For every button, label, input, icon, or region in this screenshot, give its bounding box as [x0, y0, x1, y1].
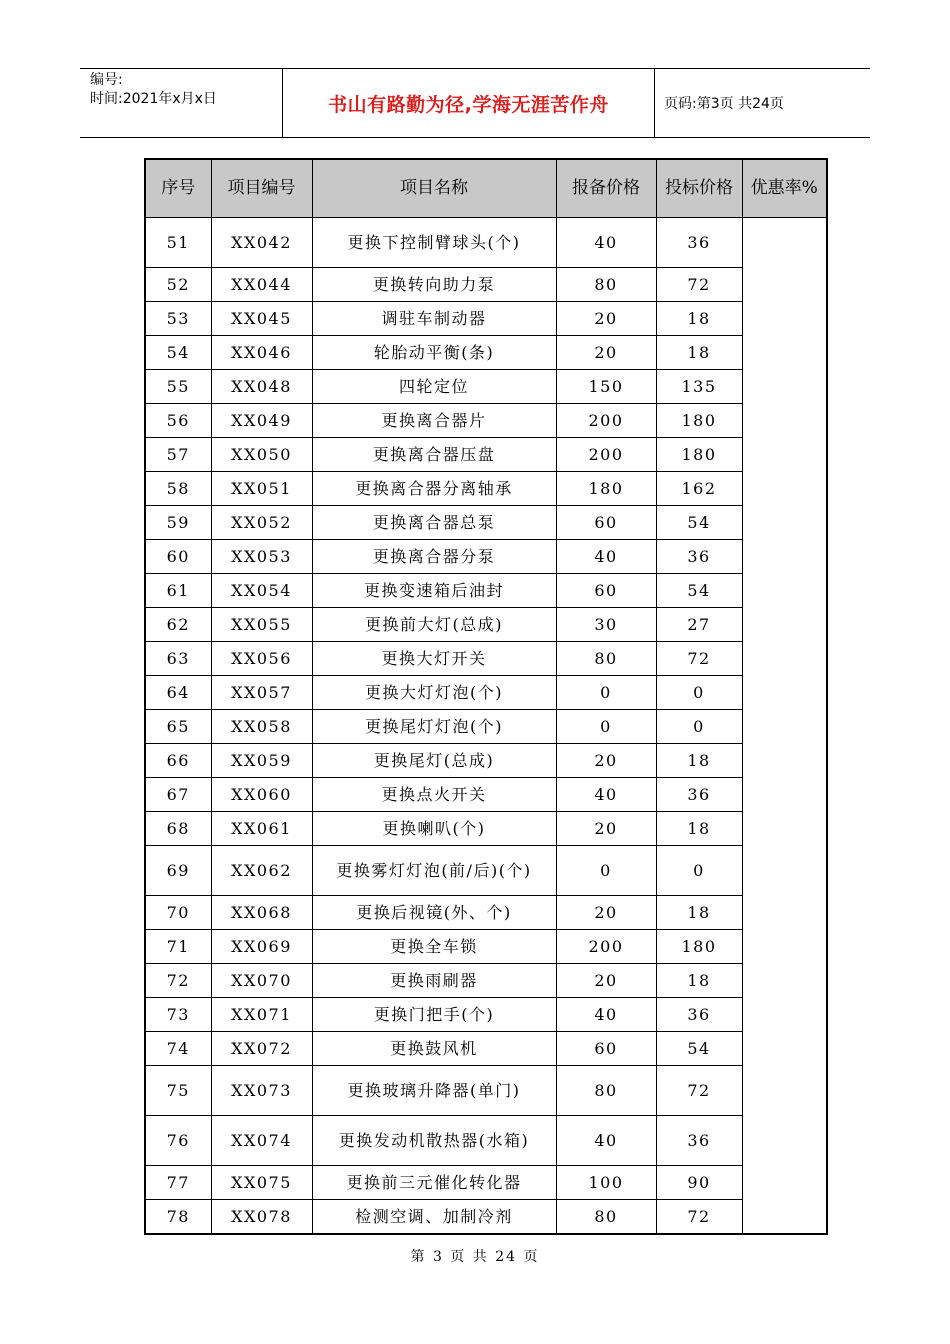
- item-code: XX051: [211, 472, 312, 506]
- item-name: 检测空调、加制冷剂: [312, 1200, 556, 1235]
- bid-price: 18: [656, 964, 742, 998]
- item-code: XX058: [211, 710, 312, 744]
- col-header-no: 序号: [145, 159, 211, 218]
- filed-price: 20: [556, 744, 656, 778]
- item-code: XX048: [211, 370, 312, 404]
- page-header: [80, 68, 870, 138]
- table-row: [145, 744, 827, 778]
- item-code: XX045: [211, 302, 312, 336]
- item-name: 调驻车制动器: [312, 302, 556, 336]
- row-number: 57: [145, 438, 211, 472]
- table-body: [145, 218, 827, 1235]
- bid-price: 18: [656, 336, 742, 370]
- row-number: 63: [145, 642, 211, 676]
- item-name: 更换发动机散热器(水箱): [312, 1116, 556, 1166]
- header-motto: 书山有路勤为径,学海无涯苦作舟: [328, 93, 609, 116]
- filed-price: 60: [556, 506, 656, 540]
- row-number: 52: [145, 268, 211, 302]
- item-code: XX056: [211, 642, 312, 676]
- filed-price: 0: [556, 676, 656, 710]
- col-header-price: 报备价格: [556, 159, 656, 218]
- row-number: 68: [145, 812, 211, 846]
- item-code: XX049: [211, 404, 312, 438]
- item-name: 更换尾灯(总成): [312, 744, 556, 778]
- item-name: 更换玻璃升降器(单门): [312, 1066, 556, 1116]
- col-header-bid: 投标价格: [656, 159, 742, 218]
- row-number: 51: [145, 218, 211, 268]
- table-row: [145, 506, 827, 540]
- row-number: 65: [145, 710, 211, 744]
- row-number: 67: [145, 778, 211, 812]
- table-row: [145, 998, 827, 1032]
- col-header-discount: 优惠率%: [742, 159, 827, 218]
- item-code: XX078: [211, 1200, 312, 1235]
- item-name: 更换离合器分离轴承: [312, 472, 556, 506]
- row-number: 59: [145, 506, 211, 540]
- time-label: 时间:2021年x月x日: [90, 91, 217, 107]
- bid-price: 36: [656, 1116, 742, 1166]
- row-number: 75: [145, 1066, 211, 1116]
- item-code: XX061: [211, 812, 312, 846]
- filed-price: 20: [556, 812, 656, 846]
- filed-price: 60: [556, 574, 656, 608]
- item-code: XX072: [211, 1032, 312, 1066]
- bid-price: 54: [656, 506, 742, 540]
- bid-price: 162: [656, 472, 742, 506]
- bid-price: 0: [656, 846, 742, 896]
- table-row: [145, 930, 827, 964]
- item-code: XX068: [211, 896, 312, 930]
- table-row: [145, 472, 827, 506]
- bid-price: 180: [656, 438, 742, 472]
- table-row: [145, 404, 827, 438]
- item-code: XX070: [211, 964, 312, 998]
- row-number: 56: [145, 404, 211, 438]
- filed-price: 200: [556, 438, 656, 472]
- item-name: 更换离合器压盘: [312, 438, 556, 472]
- filed-price: 80: [556, 1066, 656, 1116]
- table-row: [145, 574, 827, 608]
- item-code: XX074: [211, 1116, 312, 1166]
- filed-price: 20: [556, 964, 656, 998]
- table-row: [145, 1116, 827, 1166]
- item-code: XX052: [211, 506, 312, 540]
- item-name: 更换前三元催化转化器: [312, 1166, 556, 1200]
- header-divider: [654, 69, 655, 137]
- row-number: 58: [145, 472, 211, 506]
- item-code: XX055: [211, 608, 312, 642]
- row-number: 69: [145, 846, 211, 896]
- bid-price: 18: [656, 896, 742, 930]
- item-name: 更换转向助力泵: [312, 268, 556, 302]
- table-row: [145, 1166, 827, 1200]
- bid-price: 36: [656, 998, 742, 1032]
- item-name: 更换变速箱后油封: [312, 574, 556, 608]
- item-code: XX060: [211, 778, 312, 812]
- item-name: 更换大灯开关: [312, 642, 556, 676]
- filed-price: 80: [556, 642, 656, 676]
- item-code: XX059: [211, 744, 312, 778]
- item-code: XX053: [211, 540, 312, 574]
- table-row: [145, 1066, 827, 1116]
- filed-price: 40: [556, 998, 656, 1032]
- bid-price: 180: [656, 930, 742, 964]
- item-name: 更换下控制臂球头(个): [312, 218, 556, 268]
- table-row: [145, 778, 827, 812]
- item-name: 更换门把手(个): [312, 998, 556, 1032]
- bid-price: 90: [656, 1166, 742, 1200]
- filed-price: 40: [556, 540, 656, 574]
- header-page-info: 页码:第3页 共24页: [664, 96, 784, 112]
- bid-price: 0: [656, 710, 742, 744]
- table-row: [145, 1032, 827, 1066]
- filed-price: 20: [556, 896, 656, 930]
- item-code: XX057: [211, 676, 312, 710]
- item-name: 更换离合器分泵: [312, 540, 556, 574]
- item-name: 更换离合器总泵: [312, 506, 556, 540]
- bid-price: 18: [656, 812, 742, 846]
- filed-price: 60: [556, 1032, 656, 1066]
- item-name: 更换雾灯灯泡(前/后)(个): [312, 846, 556, 896]
- row-number: 54: [145, 336, 211, 370]
- item-code: XX046: [211, 336, 312, 370]
- row-number: 78: [145, 1200, 211, 1235]
- table-row: [145, 642, 827, 676]
- bid-price: 36: [656, 778, 742, 812]
- row-number: 66: [145, 744, 211, 778]
- table-row: [145, 540, 827, 574]
- table-row: [145, 896, 827, 930]
- header-meta: [90, 71, 280, 109]
- row-number: 76: [145, 1116, 211, 1166]
- bid-price: 0: [656, 676, 742, 710]
- filed-price: 0: [556, 710, 656, 744]
- price-table-wrapper: [144, 158, 828, 1235]
- item-name: 更换全车锁: [312, 930, 556, 964]
- filed-price: 0: [556, 846, 656, 896]
- row-number: 61: [145, 574, 211, 608]
- item-code: XX071: [211, 998, 312, 1032]
- bid-price: 72: [656, 1200, 742, 1235]
- item-code: XX075: [211, 1166, 312, 1200]
- row-number: 53: [145, 302, 211, 336]
- item-name: 更换后视镜(外、个): [312, 896, 556, 930]
- item-name: 更换雨刷器: [312, 964, 556, 998]
- filed-price: 40: [556, 218, 656, 268]
- row-number: 77: [145, 1166, 211, 1200]
- bid-price: 72: [656, 642, 742, 676]
- table-row: [145, 964, 827, 998]
- row-number: 72: [145, 964, 211, 998]
- table-row: [145, 268, 827, 302]
- table-row: [145, 336, 827, 370]
- table-row: [145, 608, 827, 642]
- table-row: [145, 370, 827, 404]
- filed-price: 40: [556, 1116, 656, 1166]
- bid-price: 72: [656, 1066, 742, 1116]
- bid-price: 18: [656, 302, 742, 336]
- item-code: XX073: [211, 1066, 312, 1116]
- item-name: 四轮定位: [312, 370, 556, 404]
- table-row: [145, 302, 827, 336]
- item-name: 更换喇叭(个): [312, 812, 556, 846]
- row-number: 55: [145, 370, 211, 404]
- table-row: [145, 438, 827, 472]
- bid-price: 54: [656, 1032, 742, 1066]
- item-name: 更换离合器片: [312, 404, 556, 438]
- table-row: [145, 812, 827, 846]
- item-name: 更换大灯灯泡(个): [312, 676, 556, 710]
- bid-price: 36: [656, 540, 742, 574]
- bid-price: 27: [656, 608, 742, 642]
- item-code: XX069: [211, 930, 312, 964]
- discount-rate-cell: [742, 218, 827, 1235]
- filed-price: 20: [556, 302, 656, 336]
- table-row: [145, 846, 827, 896]
- filed-price: 20: [556, 336, 656, 370]
- bid-price: 72: [656, 268, 742, 302]
- row-number: 74: [145, 1032, 211, 1066]
- filed-price: 150: [556, 370, 656, 404]
- row-number: 62: [145, 608, 211, 642]
- row-number: 71: [145, 930, 211, 964]
- table-row: [145, 710, 827, 744]
- item-name: 更换点火开关: [312, 778, 556, 812]
- item-name: 更换鼓风机: [312, 1032, 556, 1066]
- item-code: XX044: [211, 268, 312, 302]
- row-number: 64: [145, 676, 211, 710]
- item-code: XX042: [211, 218, 312, 268]
- table-header-row: [145, 159, 827, 218]
- filed-price: 180: [556, 472, 656, 506]
- table-row: [145, 218, 827, 268]
- item-code: XX054: [211, 574, 312, 608]
- bid-price: 180: [656, 404, 742, 438]
- col-header-name: 项目名称: [312, 159, 556, 218]
- col-header-code: 项目编号: [211, 159, 312, 218]
- row-number: 60: [145, 540, 211, 574]
- bid-price: 135: [656, 370, 742, 404]
- item-name: 更换尾灯灯泡(个): [312, 710, 556, 744]
- item-code: XX050: [211, 438, 312, 472]
- item-name: 轮胎动平衡(条): [312, 336, 556, 370]
- table-row: [145, 676, 827, 710]
- filed-price: 200: [556, 404, 656, 438]
- bid-price: 36: [656, 218, 742, 268]
- item-name: 更换前大灯(总成): [312, 608, 556, 642]
- filed-price: 200: [556, 930, 656, 964]
- price-table: [144, 158, 828, 1235]
- filed-price: 100: [556, 1166, 656, 1200]
- item-code: XX062: [211, 846, 312, 896]
- page-footer: 第 3 页 共 24 页: [410, 1249, 540, 1265]
- row-number: 73: [145, 998, 211, 1032]
- bid-price: 54: [656, 574, 742, 608]
- row-number: 70: [145, 896, 211, 930]
- serial-label: 编号:: [90, 72, 123, 88]
- filed-price: 40: [556, 778, 656, 812]
- filed-price: 30: [556, 608, 656, 642]
- filed-price: 80: [556, 1200, 656, 1235]
- bid-price: 18: [656, 744, 742, 778]
- table-row: [145, 1200, 827, 1235]
- filed-price: 80: [556, 268, 656, 302]
